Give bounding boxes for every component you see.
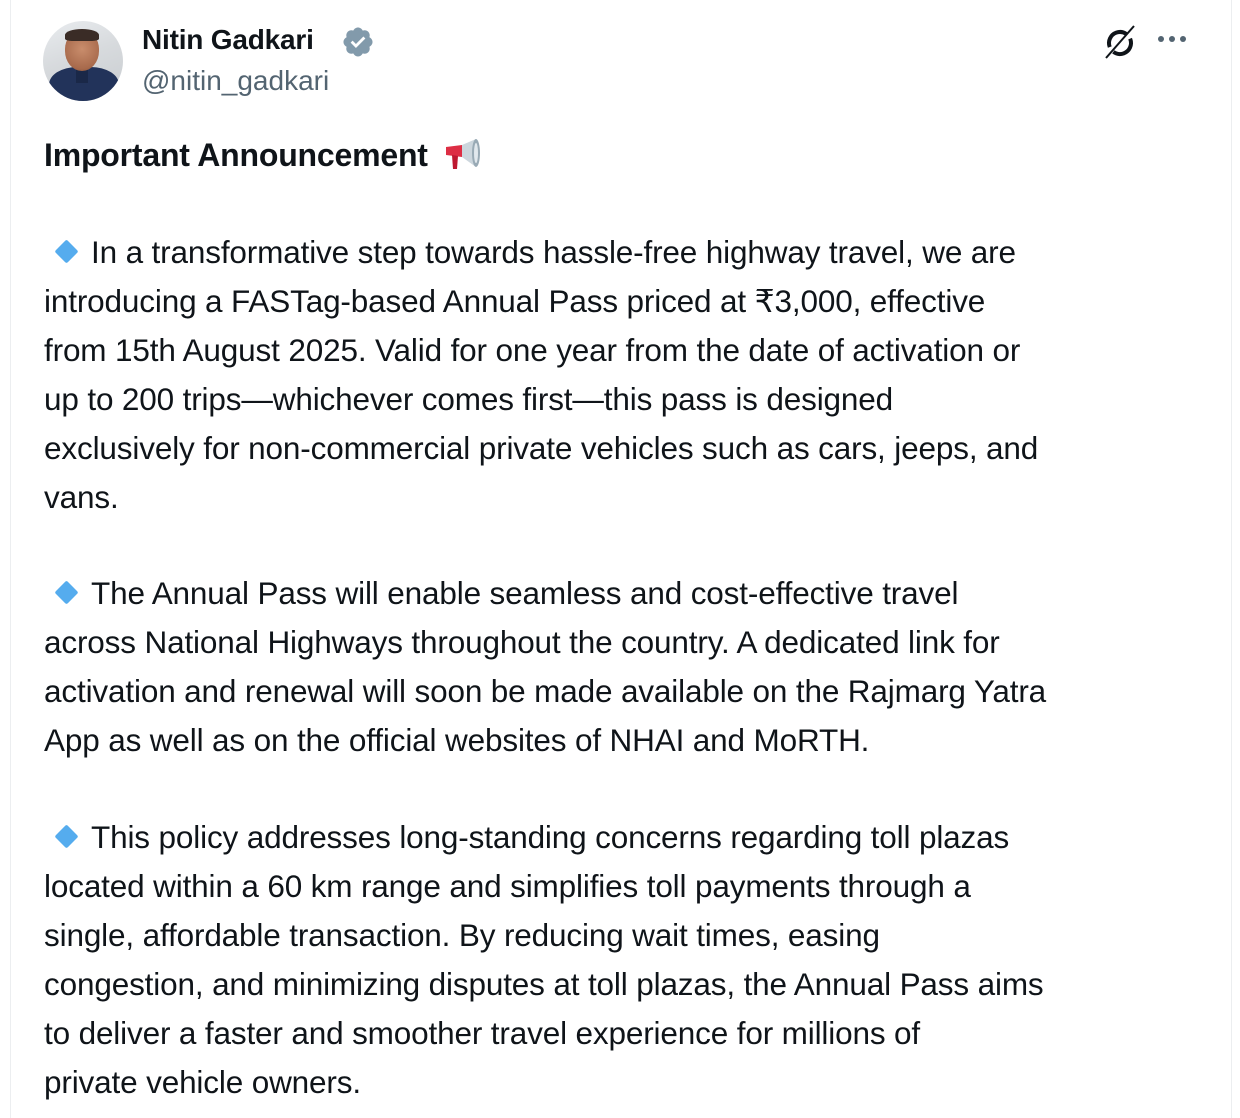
dot-icon xyxy=(1169,36,1175,42)
more-options-button[interactable] xyxy=(1158,28,1192,50)
author-name[interactable]: Nitin Gadkari xyxy=(142,24,314,55)
avatar-hair-shape xyxy=(65,29,99,41)
post-heading xyxy=(44,134,488,176)
megaphone-icon xyxy=(444,137,488,173)
blue-diamond-bullet-icon xyxy=(54,824,78,848)
dot-icon xyxy=(1158,36,1164,42)
author-handle[interactable]: @nitin_gadkari xyxy=(142,65,330,96)
author-avatar[interactable] xyxy=(43,21,123,101)
blue-diamond-bullet-icon xyxy=(54,580,78,604)
post-paragraph-3: This policy addresses long-standing concerns regarding toll plazas located within a 60 km range and simplifies toll payments through a single, affordable transaction. By reducing wait times, easing congestion, and minimizing disputes at toll plazas, the Annual Pass aims to deliver a faster and smoother travel experience for millions of private vehicle owners. xyxy=(44,819,1044,1100)
verified-badge-icon xyxy=(341,25,375,59)
blue-diamond-bullet-icon xyxy=(54,239,78,263)
dot-icon xyxy=(1180,36,1186,42)
post-paragraph-1: In a transformative step towards hassle-free highway travel, we are introducing a FASTag-based Annual Pass priced at ₹3,000, effective from 15th August 2025. Valid for one year from the date of activation or up to 200 trips—whichever comes first—this pass is designed exclusively for non-commercial private vehicles such as cars, jeeps, and vans. xyxy=(44,234,1039,515)
post-paragraph-2: The Annual Pass will enable seamless and cost-effective travel across National Highways throughout the country. A dedicated link for activation and renewal will soon be made available on the Rajmarg Yatra App as well as on the official websites of NHAI and MoRTH. xyxy=(44,575,1047,758)
grok-slash-circle-icon[interactable] xyxy=(1100,22,1140,62)
heading-text: Important Announcement xyxy=(44,137,428,173)
